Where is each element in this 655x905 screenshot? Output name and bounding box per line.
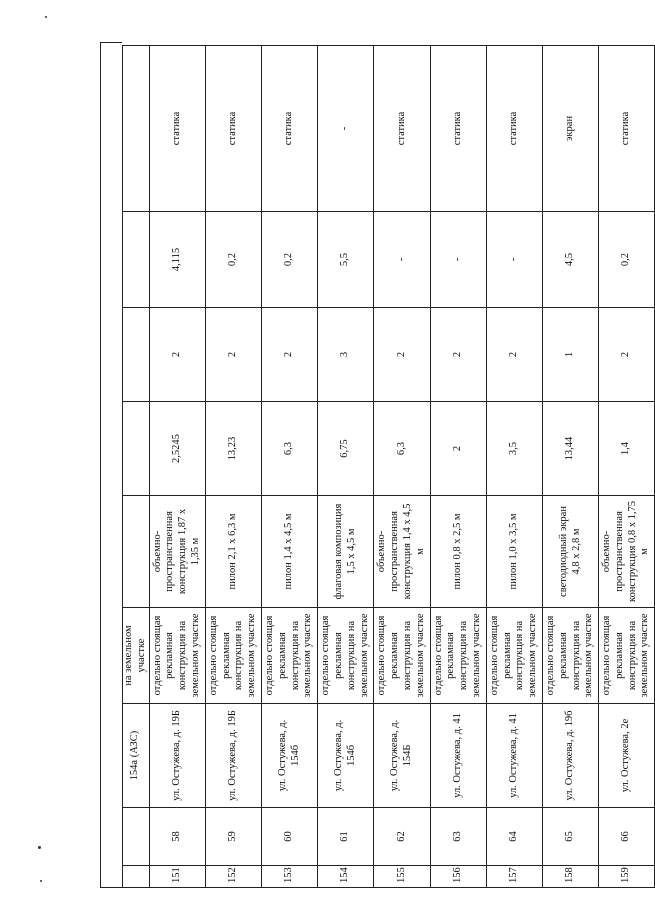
cell-mode: статика — [430, 46, 486, 212]
cell-id: 151 — [149, 866, 205, 888]
cell-num: 64 — [486, 808, 542, 866]
cell-description: объемно-пространственная конструкция 1,87 х 1,35 м — [149, 496, 205, 608]
cell-id: 155 — [374, 866, 430, 888]
cell-address: ул. Остужева, 2е — [599, 704, 655, 808]
advertising-structures-table — [122, 45, 655, 888]
cell-id: 156 — [430, 866, 486, 888]
cell-area: 2 — [430, 402, 486, 496]
cell-sides: 2 — [149, 308, 205, 402]
cell-sides: 2 — [486, 308, 542, 402]
cell-id: 157 — [486, 866, 542, 888]
cell-sides: 3 — [318, 308, 374, 402]
cell-sides: 2 — [599, 308, 655, 402]
scan-speck — [45, 16, 47, 18]
cell-type: отдельно стоящая рекламная конструкция на земельном участке — [599, 608, 655, 704]
cell-power: 4,115 — [149, 212, 205, 308]
previous-table-edge — [100, 42, 122, 888]
cell-power: 0,2 — [261, 212, 317, 308]
cell-num: 65 — [542, 808, 598, 866]
cell-mode: статика — [374, 46, 430, 212]
cell-power: 4,5 — [542, 212, 598, 308]
cell-description: объемно-пространственная конструкция 1,4 х 4,5 м — [374, 496, 430, 608]
cell-area: 6,3 — [374, 402, 430, 496]
cell-area: 13,44 — [542, 402, 598, 496]
cell-power: 5,5 — [318, 212, 374, 308]
cell-sides: 1 — [542, 308, 598, 402]
cell-address: ул. Остужева, д. 41 — [430, 704, 486, 808]
table-row — [261, 46, 317, 888]
cell-sides: 2 — [374, 308, 430, 402]
table-row — [486, 46, 542, 888]
cell-power: - — [486, 212, 542, 308]
cell-address: ул. Остужева, д. 19б — [542, 704, 598, 808]
cell-mode — [123, 46, 150, 212]
cell-type: отдельно стоящая рекламная конструкция на земельном участке — [430, 608, 486, 704]
cell-area: 6,3 — [261, 402, 317, 496]
cell-mode: - — [318, 46, 374, 212]
cell-description: объемно-пространственная конструкция 0,8 х 1,75 м — [599, 496, 655, 608]
cell-mode: статика — [261, 46, 317, 212]
cell-description: пилон 0,8 х 2,5 м — [430, 496, 486, 608]
table-row — [205, 46, 261, 888]
cell-sides: 2 — [430, 308, 486, 402]
cell-mode: статика — [149, 46, 205, 212]
cell-area: 2,5245 — [149, 402, 205, 496]
table-row — [149, 46, 205, 888]
cell-description: светодиодный экран 4,8 х 2,8 м — [542, 496, 598, 608]
cell-area — [123, 402, 150, 496]
cell-description — [123, 496, 150, 608]
cell-power: 0,2 — [205, 212, 261, 308]
cell-type: отдельно стоящая рекламная конструкция на земельном участке — [542, 608, 598, 704]
cell-type-fragment: на земельном участке — [123, 608, 150, 704]
cell-num: 58 — [149, 808, 205, 866]
cell-num: 63 — [430, 808, 486, 866]
table-row — [318, 46, 374, 888]
cell-area: 3,5 — [486, 402, 542, 496]
cell-area: 1,4 — [599, 402, 655, 496]
cell-sides: 2 — [261, 308, 317, 402]
cell-id: 158 — [542, 866, 598, 888]
cell-num: 61 — [318, 808, 374, 866]
cell-address: ул. Остужева, д. 19Б — [205, 704, 261, 808]
cell-mode: статика — [205, 46, 261, 212]
table-row — [374, 46, 430, 888]
cell-num — [123, 808, 150, 866]
cell-type: отдельно стоящая рекламная конструкция на земельном участке — [374, 608, 430, 704]
table-row-continuation — [123, 46, 150, 888]
cell-id: 153 — [261, 866, 317, 888]
cell-description: пилон 1,4 х 4,5 м — [261, 496, 317, 608]
table-row — [430, 46, 486, 888]
cell-address: ул. Остужева, д. 19Б — [149, 704, 205, 808]
cell-mode: статика — [486, 46, 542, 212]
cell-area: 6,75 — [318, 402, 374, 496]
scan-speck — [38, 846, 41, 849]
table-row — [542, 46, 598, 888]
cell-description: флаговая композиция 1,5 х 4,5 м — [318, 496, 374, 608]
cell-address-fragment: 154а (АЗС) — [123, 704, 150, 808]
rotated-table-wrapper — [122, 46, 651, 888]
cell-num: 62 — [374, 808, 430, 866]
cell-mode: статика — [599, 46, 655, 212]
cell-id: 154 — [318, 866, 374, 888]
cell-address: ул. Остужева, д. 154б — [261, 704, 317, 808]
cell-area: 13,23 — [205, 402, 261, 496]
cell-num: 59 — [205, 808, 261, 866]
cell-power — [123, 212, 150, 308]
cell-sides: 2 — [205, 308, 261, 402]
cell-num: 60 — [261, 808, 317, 866]
cell-power: 0,2 — [599, 212, 655, 308]
cell-sides — [123, 308, 150, 402]
cell-type: отдельно стоящая рекламная конструкция на земельном участке — [486, 608, 542, 704]
cell-type: отдельно стоящая рекламная конструкция на земельном участке — [205, 608, 261, 704]
cell-description: пилон 2,1 х 6,3 м — [205, 496, 261, 608]
scan-speck — [40, 880, 42, 882]
cell-address: ул. Остужева, д. 154Б — [374, 704, 430, 808]
cell-id: 159 — [599, 866, 655, 888]
cell-power: - — [430, 212, 486, 308]
cell-id — [123, 866, 150, 888]
cell-mode: экран — [542, 46, 598, 212]
cell-type: отдельно стоящая рекламная конструкция на земельном участке — [318, 608, 374, 704]
cell-id: 152 — [205, 866, 261, 888]
table-row — [599, 46, 655, 888]
cell-type: отдельно стоящая рекламная конструкция на земельном участке — [149, 608, 205, 704]
cell-num: 66 — [599, 808, 655, 866]
cell-address: ул. Остужева, д. 41 — [486, 704, 542, 808]
cell-description: пилон 1,0 х 3,5 м — [486, 496, 542, 608]
cell-type: отдельно стоящая рекламная конструкция на земельном участке — [261, 608, 317, 704]
cell-address: ул. Остужева, д. 154б — [318, 704, 374, 808]
cell-power: - — [374, 212, 430, 308]
